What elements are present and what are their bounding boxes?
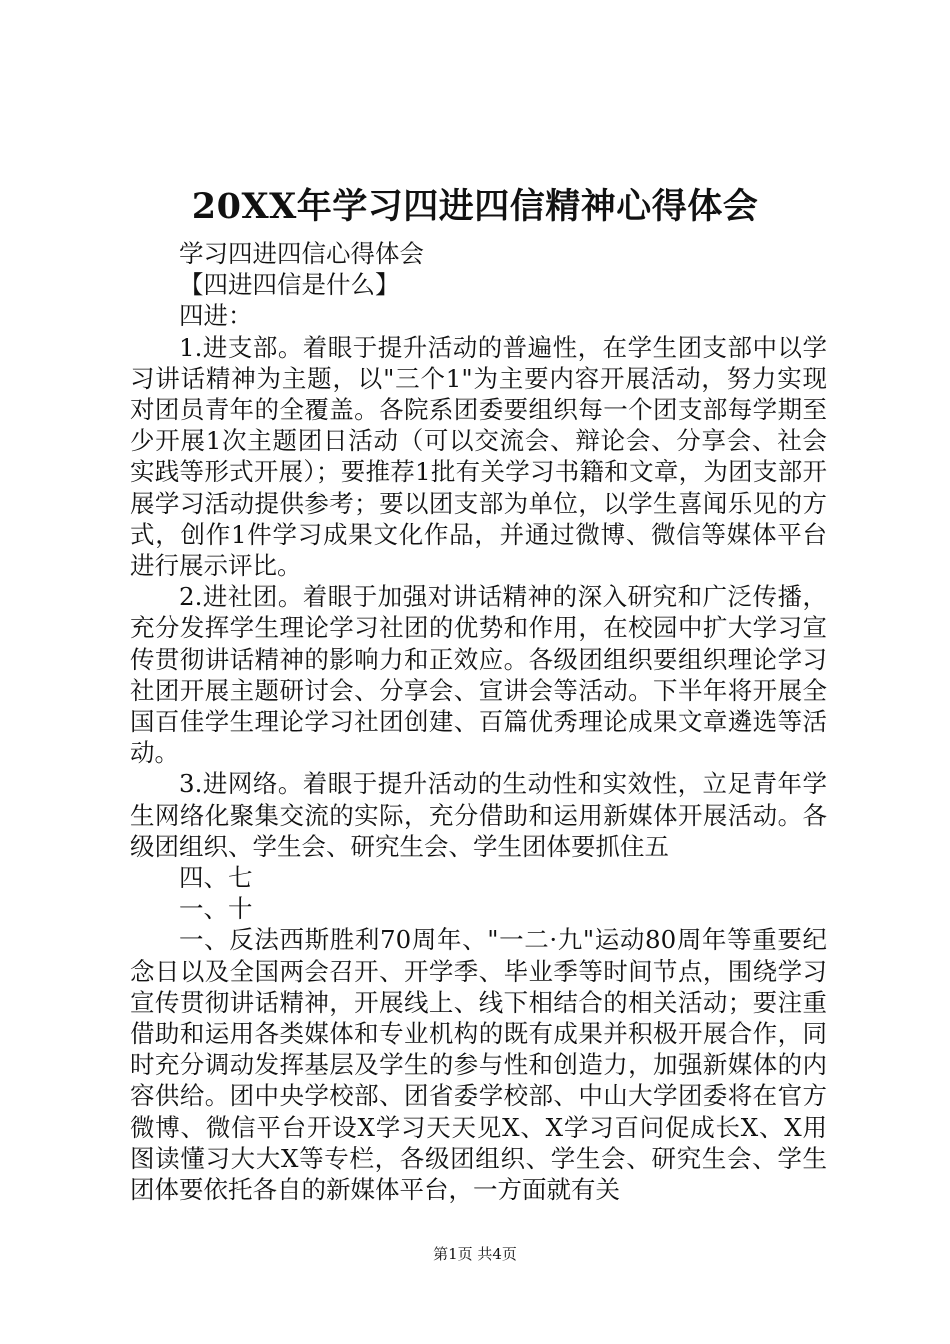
paragraph-into-clubs: 2.进社团。着眼于加强对讲话精神的深入研究和广泛传播，充分发挥学生理论学习社团的优势和作用，在校园中扩大学习宣传贯彻讲话精神的影响力和正效应。各级团组织要组织理论学习社团开展主题研讨会、分享会、宣讲会等活动。下半年将开展全国百佳学生理论学习社团创建、百篇优秀理论成果文章遴选等活动。 xyxy=(130,582,827,768)
paragraph-anniversary-activities: 一、反法西斯胜利70周年、"一二·九"运动80周年等重要纪念日以及全国两会召开、开学季、毕业季等时间节点，围绕学习宣传贯彻讲话精神，开展线上、线下相结合的相关活动；要注重借助和运用各类媒体和专业机构的既有成果并积极开展合作，同时充分调动发挥基层及学生的参与性和创造力，加强新媒体的内容供给。团中央学校部、团省委学校部、中山大学团委将在官方微博、微信平台开设X学习天天见X、X学习百问促成长X、X用图读懂习大大X等专栏，各级团组织、学生会、研究生会、学生团体要依托各自的新媒体平台，一方面就有关 xyxy=(130,925,827,1205)
paragraph-into-branch: 1.进支部。着眼于提升活动的普遍性，在学生团支部中以学习讲话精神为主题，以"三个1"为主要内容开展活动，努力实现对团员青年的全覆盖。各院系团委要组织每一个团支部每学期至少开展1次主题团日活动（可以交流会、辩论会、分享会、社会实践等形式开展）；要推荐1批有关学习书籍和文章，为团支部开展学习活动提供参考；要以团支部为单位，以学生喜闻乐见的方式，创作1件学习成果文化作品，并通过微博、微信等媒体平台进行展示评比。 xyxy=(130,332,827,581)
document-title: 20XX年学习四进四信精神心得体会 xyxy=(191,186,759,227)
paragraph-subtitle: 学习四进四信心得体会 xyxy=(179,239,424,268)
paragraph-fragment-four-seven: 四、七 xyxy=(179,863,253,893)
paragraph-fragment-one-ten: 一、十 xyxy=(179,894,253,924)
paragraph-four-advances-label: 四进： xyxy=(179,301,253,331)
page-footer: 第1页 共4页 xyxy=(433,1245,517,1263)
document-body xyxy=(130,238,827,1205)
paragraph-into-network: 3.进网络。着眼于提升活动的生动性和实效性，立足青年学生网络化聚集交流的实际，充分借助和运用新媒体开展活动。各级团组织、学生会、研究生会、学生团体要抓住五 xyxy=(130,769,827,861)
paragraph-section-heading: 【四进四信是什么】 xyxy=(179,270,400,300)
